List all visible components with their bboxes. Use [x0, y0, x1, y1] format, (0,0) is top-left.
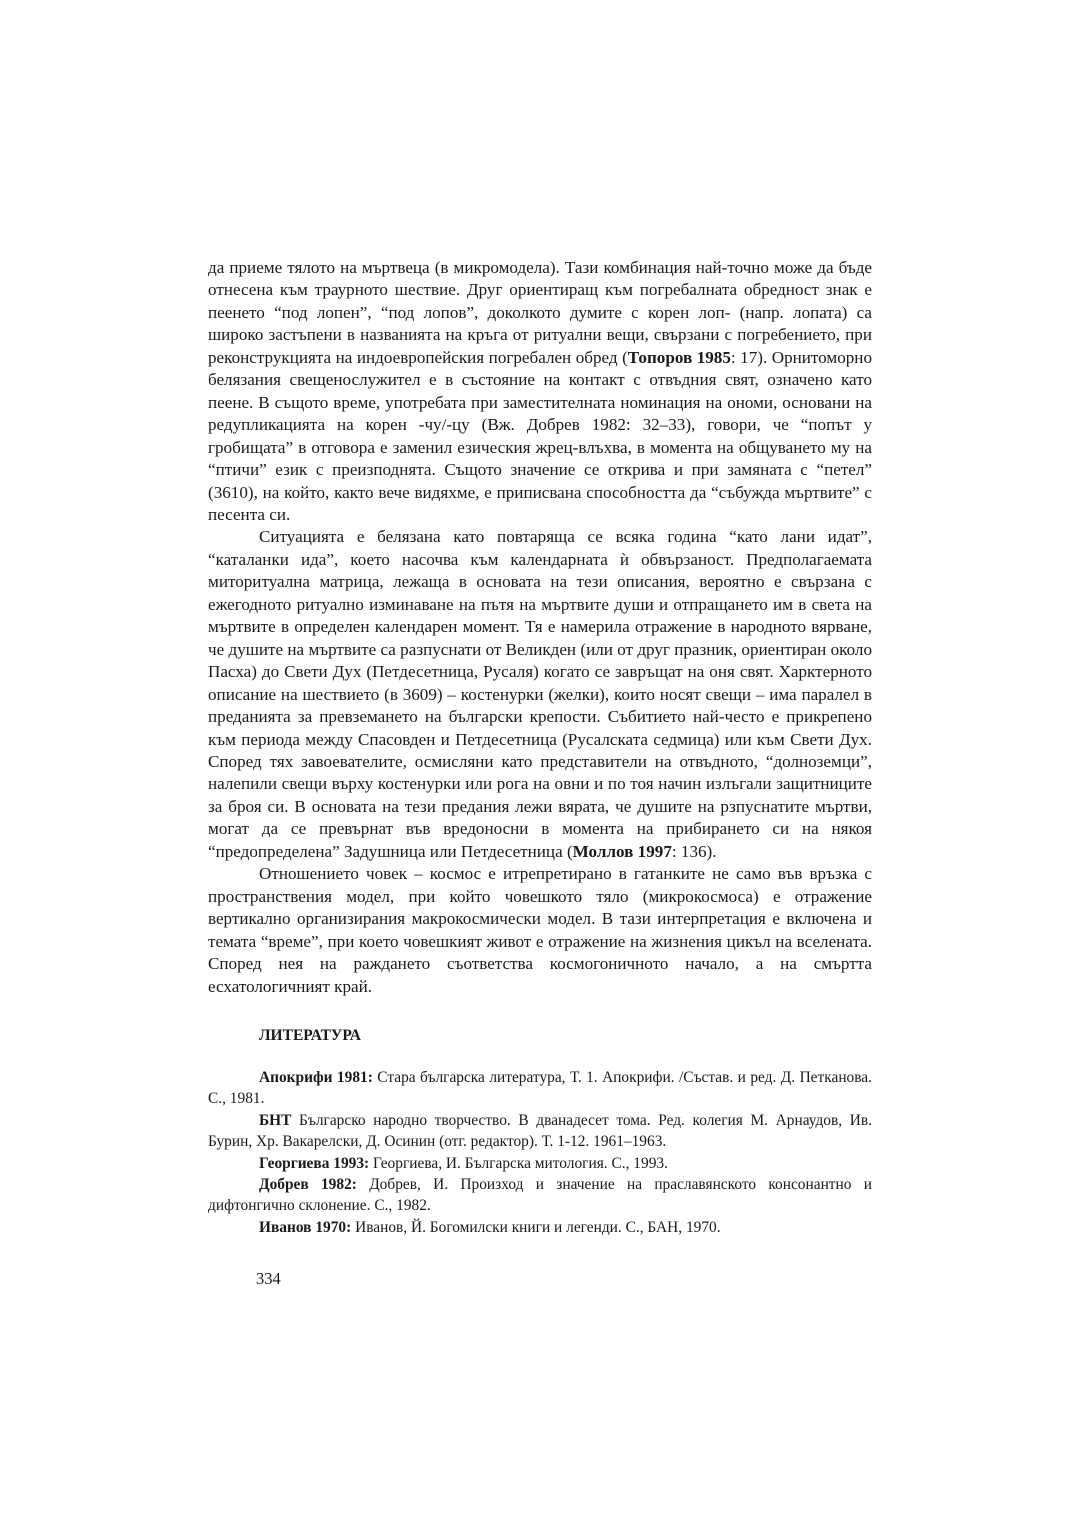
reference-item [208, 1153, 872, 1174]
reference-item [208, 1067, 872, 1110]
paragraph-2-text-after: : 136). [671, 841, 717, 861]
reference-text: Добрев, И. Произход и значение на праславянското консонантно и дифтонгично склонение. С., 1982. [208, 1175, 872, 1215]
citation-toporov-1985: Топоров 1985 [627, 347, 731, 367]
reference-item [208, 1174, 872, 1217]
reference-text: Българско народно творчество. В дванадесет тома. Ред. колегия М. Арнаудов, Ив. Бурин, Хр. Вакарелски, Д. Осинин (отг. редактор). Т. 1-12. 1961–1963. [208, 1111, 872, 1151]
paragraph-3: Отношението човек – космос е итрепретирано в гатанките не само във връзка с пространствения модел, при който човешкото тяло (микрокосмоса) е отражение вертикално организирания макрокосмически модел. В тази интерпретация е включена и темата “време”, при което човешкият живот е отражение на жизнения цикъл на вселената. Според нея на раждането съответства космогоничното начало, а на смъртта есхатологичният край. [208, 864, 872, 996]
reference-item [208, 1217, 872, 1238]
reference-item [208, 1110, 872, 1153]
reference-key: Иванов 1970: [259, 1218, 352, 1236]
page-body [208, 257, 872, 1238]
paragraph-1 [208, 257, 872, 526]
reference-key: БНТ [259, 1111, 292, 1129]
literature-heading: ЛИТЕРАТУРА [259, 1026, 361, 1044]
page-number: 334 [256, 1269, 281, 1288]
reference-text: Стара българска литература, Т. 1. Апокрифи. /Състав. и ред. Д. Петканова. С., 1981. [208, 1068, 872, 1108]
reference-key: Апокрифи 1981: [259, 1068, 373, 1086]
reference-list [208, 1067, 872, 1238]
paragraph-1-text-before: да приеме тялото на мъртвеца (в микромодела). Тази комбинация най-точно може да бъде отнесена към траурното шествие. Друг ориентиращ към погребалната обредност знак е пеенето “под лопен”, “под лопов”, доколкото думите с корен лоп- (напр. лопата) са широко застъпени в названията на кръга от ритуални вещи, свързани с погребението, при реконструкцията на индоевропейския погребален обред ( [208, 258, 872, 367]
reference-text: Иванов, Й. Богомилски книги и легенди. С., БАН, 1970. [351, 1218, 721, 1236]
paragraph-1-text-after: : 17). Орнитоморно белязания свещенослужител е в състояние на контакт с отвъдния свят, означено като пеене. В същото време, употребата при заместителната номинация на ономи, основани на редупликацията на корен -чу/-цу (Вж. Добрев 1982: 32–33), говори, че “попът у гробищата” в отговора е заменил езическия жрец-влъхва, в момента на общуването му на “птичи” език с преизподнята. Същото значение се открива и при замяната с “петел” (3610), на който, както вече видяхме, е приписвана способността да “събужда мъртвите” с песента си. [208, 347, 872, 524]
paragraph-2-text-before: Ситуацията е белязана като повтаряща се всяка година “като лани идат”, “каталанки ида”, което насочва към календарната ѝ обвързаност. Предполагаемата миторитуална матрица, лежаща в основата на тези описания, вероятно е свързана с ежегодното ритуално изминаване на пътя на мъртвите души и отпращането им в света на мъртвите в определен календарен момент. Тя е намерила отражение в народното вярване, че душите на мъртвите са разпуснати от Великден (или от друг празник, ориентиран около Пасха) до Свети Дух (Петдесетница, Русаля) когато се завръщат на оня свят. Харктерното описание на шествието (в 3609) – костенурки (желки), които носят свещи – има паралел в преданията за превземането на български крепости. Събитието най-често е прикрепено към периода между Спасовден и Петдесетница (Русалската седмица) или към Свети Дух. Според тях завоевателите, осмисляни като представители на отвъдното, “долноземци”, налепили свещи върху костенурки или рога на овни и по тоя начин излъгали защитниците за броя си. В основата на тези предания лежи вярата, че душите на рзпуснатите мъртви, могат да се превърнат във вредоносни в момента на прибирането си на някоя “предопределена” Задушница или Петдесетница ( [208, 527, 872, 861]
reference-text: Георгиева, И. Българска митология. С., 1993. [369, 1154, 668, 1172]
citation-mollov-1997: Моллов 1997 [572, 841, 672, 861]
reference-key: Георгиева 1993: [259, 1154, 370, 1172]
reference-key: Добрев 1982: [259, 1175, 357, 1193]
paragraph-2 [208, 526, 872, 863]
